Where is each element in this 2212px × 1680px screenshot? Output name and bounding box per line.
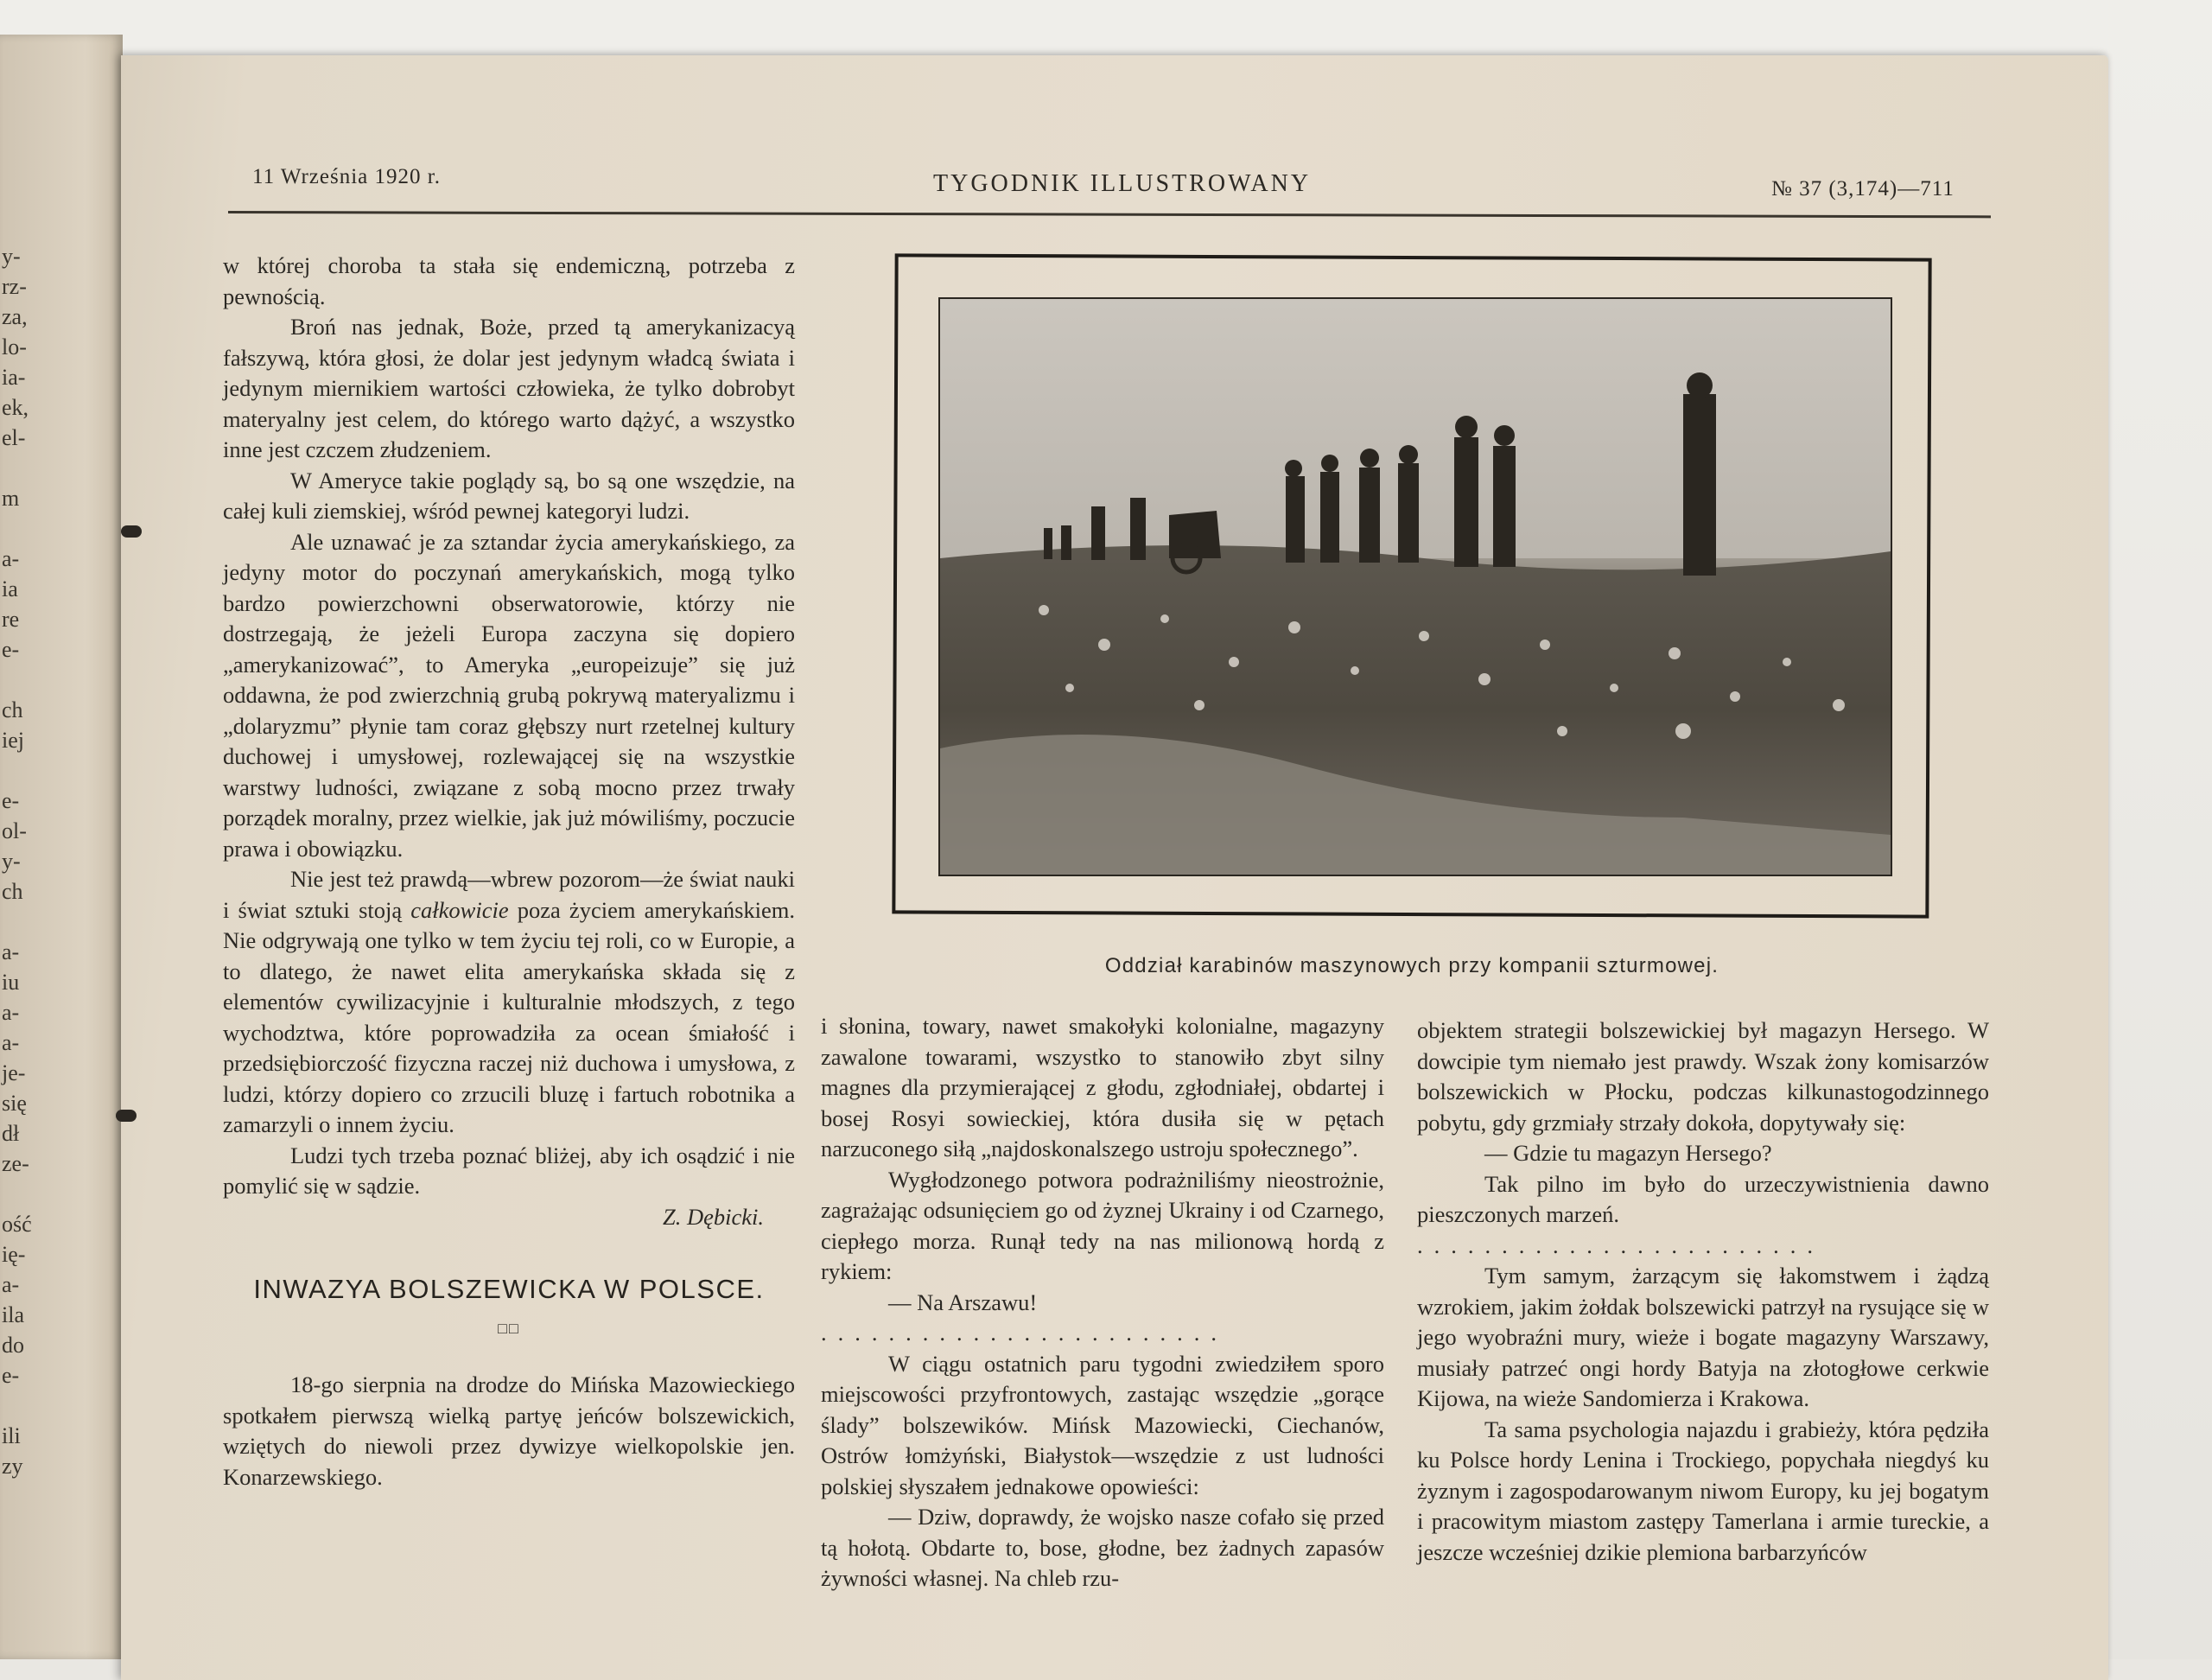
photograph (938, 297, 1892, 876)
left-page-fragment: a- (2, 1272, 20, 1297)
left-page-fragment: a- (2, 546, 20, 571)
dotted-separator: ........................ (821, 1320, 1228, 1346)
paragraph: Ta sama psychologia najazdu i grabieży, która pędziła ku Polsce hordy Lenina i Trockiego, popychała niegdyś ku żyznym i zagospodarowanym niwom Europy, ku jej bogatym i pracowitym miastom zastępy Tamerlana i armie tureckie, a jeszcze wcześniej dzikie plemiona barbarzyńców (1417, 1416, 1989, 1565)
text-run: poza życiem amerykańskiem. Nie odgrywają one tylko w tem życiu tej roli, co w Europie, a to dlatego, że nawet elita amerykańska składa się z elementów cywilizacyjnie i kulturalnie młodszych, z tego wychodztwa, które poprowadziła za ocean śmiałość i przedsiębiorczość fizyczna raczej niż duchowa i umysłowa, z ludzi, którzy dopiero co zrzucili bluzę i fartuch robotnika a zamarzyli o innem życiu. (223, 896, 795, 1137)
paragraph: — Gdzie tu magazyn Hersego? (1484, 1140, 1772, 1166)
paragraph: Tak pilno im było do urzeczywistnienia dawno pieszczonych marzeń. (1417, 1170, 1989, 1227)
paragraph: — Dziw, doprawdy, że wojsko nasze cofało się przed tą hołotą. Obdarte to, bose, głodne, bez żadnych zapasów żywności własnej. Na chleb rzu- (821, 1504, 1384, 1591)
left-page-fragment: el- (2, 425, 26, 450)
column-1 (223, 251, 795, 1492)
left-page-fragment: a- (2, 939, 20, 964)
left-page-fragment: ze- (2, 1151, 29, 1176)
paragraph (223, 864, 795, 1141)
left-page-fragment: ila (2, 1302, 24, 1327)
left-page-fragment: ia (2, 576, 18, 601)
column-2 (821, 1011, 1384, 1594)
paragraph: W ciągu ostatnich paru tygodni zwiedziłem sporo miejscowości przyfrontowych, zastając wszędzie „gorące ślady” bolszewików. Mińsk Mazowiecki, Ciechanów, Ostrów łomżyński, Białystok—wszędzie z ust ludności polskiej słyszałem jednakowe opowieści: (821, 1350, 1384, 1499)
left-page-fragment: do (2, 1333, 24, 1358)
left-page-fragment: iej (2, 728, 24, 753)
left-page-fragment: ek, (2, 395, 29, 420)
left-page-fragment: je- (2, 1060, 26, 1085)
left-page-fragment: rz- (2, 274, 27, 299)
header-title: TYGODNIK ILLUSTROWANY (933, 170, 1312, 197)
left-page-fragment: e- (2, 788, 20, 813)
left-page-fragment: y- (2, 849, 21, 874)
paragraph: objektem strategii bolszewickiej był magazyn Hersego. W dowcipie tym niemało jest prawdy. Wszak żony komisarzów bolszewickich w Płocku, podczas kilkunastogodzinnego pobytu, gdy grzmiały strzały dokoła, dopytywały się: (1417, 1017, 1989, 1136)
binding-hole (116, 1110, 137, 1122)
left-page-fragment: e- (2, 1363, 20, 1388)
left-page-fragment: za, (2, 304, 28, 329)
author-signature: Z. Dębicki. (662, 1203, 764, 1230)
left-page-fragment: m (2, 486, 20, 511)
paragraph: W Ameryce takie poglądy są, bo są one wszędzie, na całej kuli ziemskiej, wśród pewnej kategoryi ludzi. (223, 467, 795, 524)
dotted-separator: ........................ (1417, 1231, 1824, 1258)
left-page-edge (0, 35, 123, 1659)
left-page-fragment: ch (2, 697, 23, 722)
emphasis: całkowicie (410, 896, 509, 923)
left-page-fragment: e- (2, 637, 20, 662)
binding-hole (121, 525, 142, 538)
left-page-fragment: ia- (2, 365, 26, 390)
header-date: 11 Września 1920 r. (252, 165, 441, 188)
photo-caption: Oddział karabinów maszynowych przy kompanii szturmowej. (1104, 954, 1719, 977)
left-page-fragment: ię- (2, 1242, 26, 1267)
left-page-fragment: się (2, 1091, 27, 1116)
left-page-fragment: lo- (2, 334, 27, 360)
paragraph: i słonina, towary, nawet smakołyki kolonialne, magazyny zawalone towarami, wszystko to stanowiło zbyt silny magnes dla przymierającej z głodu, zgłodniałej, obdartej i bosej Rosyi sowieckiej, która dusiła się w pętach narzuconego siłą „najdoskonalszego ustroju społecznego”. (821, 1013, 1384, 1161)
paragraph: 18-go sierpnia na drodze do Mińska Mazowieckiego spotkałem pierwszą wielką partyę jeńców bolszewickich, wziętych do niewoli przez dywizye wielkopolskie jen. Konarzewskiego. (223, 1371, 795, 1490)
paragraph: Tym samym, żarzącym się łakomstwem i żądzą wzrokiem, jakim żołdak bolszewicki patrzył na rysujące się w jego wyobraźni mury, wieże i bogate magazyny Warszawy, musiały patrzeć ongi hordy Batyja na złotogłowe cerkwie Kijowa, na wieże Sandomierza i Krakowa. (1417, 1263, 1989, 1411)
photo-illustration (940, 299, 1891, 875)
left-page-fragment: ch (2, 879, 23, 904)
paragraph: Ale uznawać je za sztandar życia amerykańskiego, za jedyny motor do poczynań amerykańskich, mogą tylko bardzo powierzchowni obserwatorowie, którzy nie dostrzegają, że jeżeli Europa zaczyna się dopiero „amerykanizować”, to Ameryka „europeizuje” się już oddawna, że pod zwierzchnią grubą pokrywą materyalizmu i „dolaryzmu” płynie tam coraz głębszy nurt rzetelnej kultury duchowej i umysłowej, rozlewającej się na wszystkie warstwy ludności, związane z sobą mocno przez trwały porządek moralny, przez wielkie, jak już mówiliśmy, poczucie prawa i obowiązku. (223, 528, 795, 862)
left-page-fragment: y- (2, 244, 21, 269)
left-page-fragment: ili (2, 1423, 21, 1448)
paragraph: Wygłodzonego potwora podrażniliśmy nieostrożnie, zagrażając odsunięciem go od żyznej Ukrainy i od Czarnego, ciepłego morza. Runął tedy na nas milionową hordą z rykiem: (821, 1166, 1384, 1284)
paragraph: w której choroba ta stała się endemiczną, potrzeba z pewnością. (223, 252, 795, 309)
left-page-fragment: dł (2, 1121, 20, 1146)
article-heading: INWAZYA BOLSZEWICKA W POLSCE. (253, 1274, 765, 1304)
left-page-fragment: re (2, 607, 20, 632)
ornament: □□ (498, 1319, 520, 1337)
paragraph: Ludzi tych trzeba poznać bliżej, aby ich osądzić i nie pomylić się w sądzie. (223, 1142, 795, 1199)
left-page-fragment: ość (2, 1212, 32, 1237)
left-page-fragment: a- (2, 1000, 20, 1025)
paragraph: Broń nas jednak, Boże, przed tą amerykanizacyą fałszywą, która głosi, że dolar jest jedynym władcą świata i jedynym miernikiem wartości człowieka, że tylko dobrobyt materyalny jest celem, do którego warto dążyć, a wszystko inne jest czczem złudzeniem. (223, 314, 795, 462)
header-issue: № 37 (3,174)—711 (1771, 177, 1955, 200)
left-page-fragment: zy (2, 1454, 23, 1479)
text-run: Nie jest też prawdą—wbrew pozorom—że świat nauki i świat sztuki stoją (223, 866, 795, 923)
left-page-fragment: a- (2, 1030, 20, 1055)
left-page-fragment: iu (2, 970, 20, 995)
column-3 (1417, 1015, 1989, 1568)
left-page-fragment: ol- (2, 818, 27, 843)
paragraph: — Na Arszawu! (888, 1289, 1038, 1315)
